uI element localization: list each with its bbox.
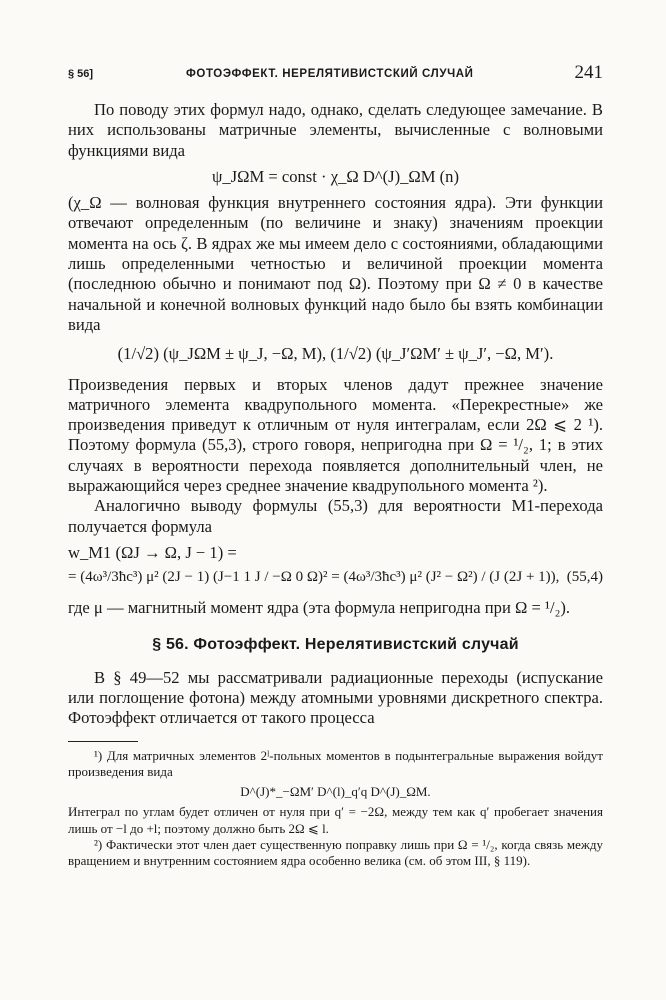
page (68, 60, 603, 870)
footnotes (68, 748, 603, 870)
section-title: § 56. Фотоэффект. Нерелятивистский случай (152, 635, 519, 653)
footnote-1-continued: Интеграл по углам будет отличен от нуля при q′ = −2Ω, между тем как q′ пробегает значения лишь от −l до +l; поэтому должно быть 2Ω ⩽ l. (68, 804, 603, 836)
paragraph-3: Произведения первых и вторых членов дадут прежнее значение матричного элемента квадрупольного момента. «Перекрестные» же произведения приведут к отличным от нуля интегралам, если 2Ω ⩽ 2 ¹). Поэтому формула (55,3), строго говоря, непригодна при Ω = ¹/₂, 1; в этих случаях в вероятности перехода появляется дополнительный член, не выражающийся через среднее значение квадрупольного момента ²). (68, 374, 603, 496)
paragraph-1: По поводу этих формул надо, однако, сделать следующее замечание. В них использованы матричные элементы, вычисленные с волновыми функциями вида (68, 100, 603, 160)
equation-combinations: (1/√2) (ψ_JΩM ± ψ_J, −Ω, M), (1/√2) (ψ_J′ΩM′ ± ψ_J′, −Ω, M′). (117, 344, 554, 364)
paragraph-2: (χ_Ω — волновая функция внутреннего состояния ядра). Эти функции отвечают определенным (по величине и знаку) значениям проекции момента на ось ζ. В ядрах же мы имеем дело с состояниями, обладающими лишь определенными четностью и величиной проекции момента (последнюю обычно и понимают под Ω). Поэтому при Ω ≠ 0 в качестве начальной и конечной волновых функций надо было бы взять комбинации вида (68, 193, 603, 334)
running-header (68, 60, 603, 94)
equation-m1-line1: w_M1 (ΩJ → Ω, J − 1) = (68, 542, 237, 562)
paragraph-6: В § 49—52 мы рассматривали радиационные переходы (испускание или поглощение фотона) между атомными уровнями дискретного спектра. Фотоэффект отличается от такого процесса (68, 667, 603, 728)
paragraph-4: Аналогично выводу формулы (55,3) для вероятности M1-перехода получается формула (68, 496, 603, 536)
footnote-divider (68, 741, 138, 742)
paragraph-5: где μ — магнитный момент ядра (эта формула непригодна при Ω = ¹/₂). (68, 597, 571, 617)
footnote-2: ²) Фактически этот член дает существенную поправку лишь при Ω = ¹/₂, когда связь между вращением и внутренним состоянием ядра особенно велика (см. об этом III, § 119). (68, 836, 603, 869)
header-title: ФОТОЭФФЕКТ. НЕРЕЛЯТИВИСТСКИЙ СЛУЧАЙ (186, 68, 474, 80)
equation-wavefunction: ψ_JΩM = const · χ_Ω D^(J)_ΩM (n) (211, 166, 460, 186)
equation-m1-line2 (68, 567, 603, 587)
page-number: 241 (574, 62, 603, 83)
equation-m1-body: = (4ω³/3ħc³) μ² (2J − 1) (J−1 1 J / −Ω 0 Ω)² = (4ω³/3ħc³) μ² (J² − Ω²) / (J (2J + 1)), (68, 569, 560, 586)
footnote-1-equation: D^(J)*_−ΩM′ D^(l)_q′q D^(J)_ΩM. (240, 784, 431, 800)
header-section-ref: § 56] (68, 68, 94, 80)
equation-number: (55,4) (566, 569, 603, 586)
footnote-1: ¹) Для матричных элементов 2ˡ-польных моментов в подынтегральные выражения войдут произведения вида (68, 747, 603, 780)
